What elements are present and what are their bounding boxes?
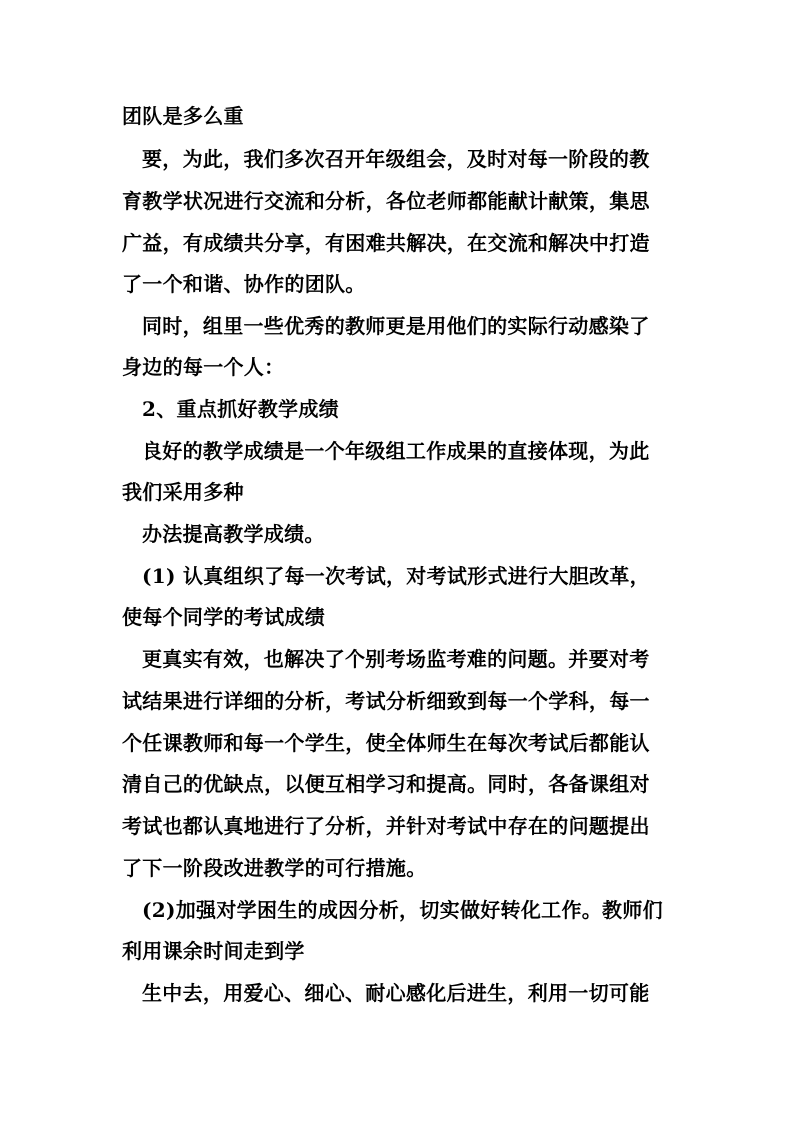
text-line: 生中去，用爱心、细心、耐心感化后进生，利用一切可能: [142, 981, 650, 1005]
text-line: 良好的教学成绩是一个年级组工作成果的直接体现，为此: [142, 439, 650, 463]
text-line: 利用课余时间走到学: [122, 939, 305, 963]
text-line: 使每个同学的考试成绩: [122, 605, 325, 629]
text-line: 个任课教师和每一个学生，使全体师生在每次考试后都能认: [122, 731, 650, 755]
text-line: 广益，有成绩共分享，有困难共解决，在交流和解决中打造: [122, 231, 650, 255]
section-heading: 2、重点抓好教学成绩: [142, 397, 339, 421]
text-line: 要，为此，我们多次召开年级组会，及时对每一阶段的教: [142, 147, 650, 171]
text-line: 育教学状况进行交流和分析，各位老师都能献计献策，集思: [122, 189, 650, 213]
text-line: 了下一阶段改进教学的可行措施。: [122, 856, 427, 880]
text-line: 同时，组里一些优秀的教师更是用他们的实际行动感染了: [142, 314, 650, 338]
text-line: 更真实有效，也解决了个别考场监考难的问题。并要对考: [142, 647, 650, 671]
text-line: 清自己的优缺点，以便互相学习和提高。同时，各备课组对: [122, 772, 650, 796]
text-line: 身边的每一个人：: [122, 355, 285, 379]
text-line: 我们采用多种: [122, 480, 244, 504]
text-line: 办法提高教学成绩。: [142, 522, 325, 546]
text-line: 考试也都认真地进行了分析，并针对考试中存在的问题提出: [122, 814, 650, 838]
text-line: 了一个和谐、协作的团队。: [122, 272, 366, 296]
text-line: 团队是多么重: [122, 104, 244, 128]
text-line: (1) 认真组织了每一次考试，对考试形式进行大胆改革，: [142, 564, 650, 588]
text-line: 试结果进行详细的分析，考试分析细致到每一个学科，每一: [122, 689, 650, 713]
text-line: (2)加强对学困生的成因分析，切实做好转化工作。教师们: [142, 898, 663, 922]
